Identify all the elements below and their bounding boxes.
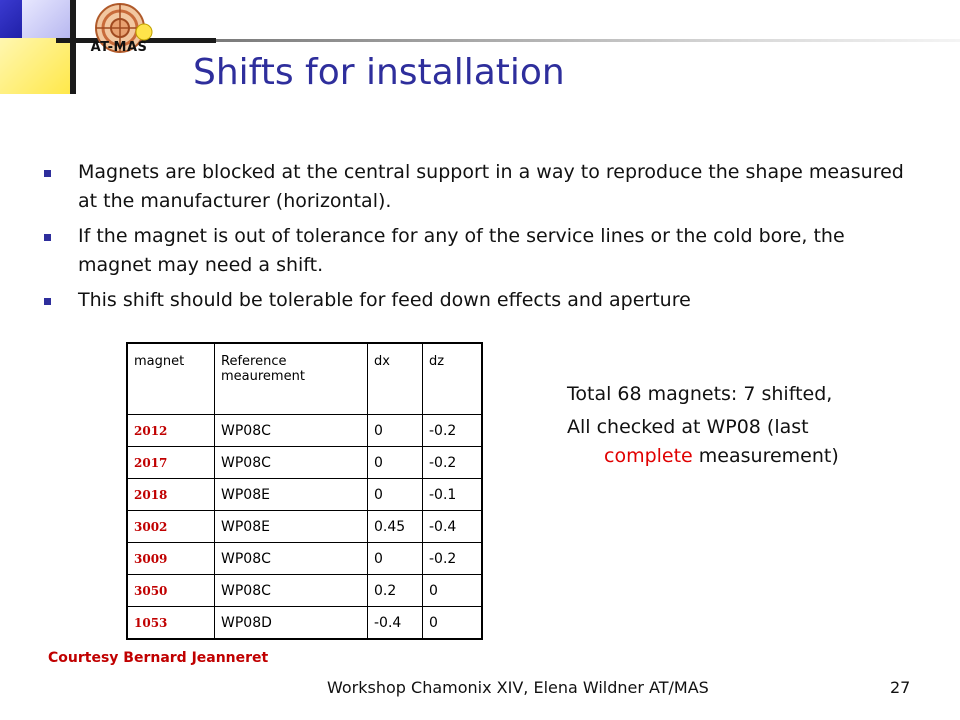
cell-reference: WP08C: [215, 447, 368, 479]
table-header-row: [127, 343, 482, 415]
header-cell-magnet: magnet: [127, 343, 215, 415]
slide-title: Shifts for installation: [193, 52, 565, 93]
decor-square-dark-blue: [0, 0, 22, 38]
cell-reference: WP08E: [215, 479, 368, 511]
bullet-item: [40, 286, 920, 315]
cell-reference: WP08C: [215, 575, 368, 607]
decor-title-rule: [216, 39, 960, 42]
decor-square-light-blue: [22, 0, 70, 38]
page-number: 27: [890, 678, 911, 697]
bullet-text: If the magnet is out of tolerance for any of the service lines or the cold bore, the magnet may need a shift.: [78, 225, 845, 276]
cell-dz: -0.2: [423, 415, 483, 447]
cell-dx: 0: [368, 479, 423, 511]
table-row: [127, 543, 482, 575]
table-row: [127, 575, 482, 607]
cell-dx: 0: [368, 543, 423, 575]
table-row: [127, 447, 482, 479]
cell-reference: WP08C: [215, 415, 368, 447]
header-cell-reference: Reference meaurement: [215, 343, 368, 415]
shift-table: [126, 342, 483, 640]
summary-line-rest: measurement): [692, 445, 839, 467]
cell-dx: 0.2: [368, 575, 423, 607]
cell-dz: -0.2: [423, 543, 483, 575]
logo-text: AT-MAS: [90, 40, 148, 55]
cell-magnet: 2017: [127, 447, 215, 479]
decor-square-yellow: [0, 38, 70, 94]
cell-dz: -0.4: [423, 511, 483, 543]
cell-dx: 0: [368, 447, 423, 479]
table-row: [127, 511, 482, 543]
header-cell-dz: dz: [423, 343, 483, 415]
bullet-square-icon: [44, 298, 51, 305]
cell-magnet: 3050: [127, 575, 215, 607]
summary-line-checked: All checked at WP08 (last: [567, 416, 809, 438]
summary-highlight-complete: complete: [604, 445, 693, 467]
cell-magnet: 2018: [127, 479, 215, 511]
cell-dz: -0.1: [423, 479, 483, 511]
bullet-text: This shift should be tolerable for feed down effects and aperture: [78, 289, 691, 311]
bullet-item: [40, 222, 920, 280]
bullet-text: Magnets are blocked at the central support in a way to reproduce the shape measured at the manufacturer (horizontal).: [78, 161, 904, 212]
cell-dz: 0: [423, 575, 483, 607]
summary-line-total: Total 68 magnets: 7 shifted,: [567, 383, 833, 405]
bullet-item: [40, 158, 920, 216]
table-row: [127, 415, 482, 447]
cell-dx: 0.45: [368, 511, 423, 543]
cell-dz: 0: [423, 607, 483, 640]
cell-magnet: 1053: [127, 607, 215, 640]
cell-magnet: 2012: [127, 415, 215, 447]
bullet-square-icon: [44, 234, 51, 241]
summary-note: [567, 380, 947, 471]
courtesy-credit: Courtesy Bernard Jeanneret: [48, 650, 269, 666]
cell-dx: 0: [368, 415, 423, 447]
cell-magnet: 3009: [127, 543, 215, 575]
cell-reference: WP08D: [215, 607, 368, 640]
bullet-list: [40, 158, 920, 321]
decor-vertical-bar: [70, 0, 76, 94]
cell-dx: -0.4: [368, 607, 423, 640]
header-cell-dx: dx: [368, 343, 423, 415]
bullet-square-icon: [44, 170, 51, 177]
summary-line-measurement: [604, 442, 947, 471]
cell-reference: WP08E: [215, 511, 368, 543]
cell-reference: WP08C: [215, 543, 368, 575]
table-row: [127, 607, 482, 640]
cell-dz: -0.2: [423, 447, 483, 479]
cell-magnet: 3002: [127, 511, 215, 543]
slide-footer: Workshop Chamonix XIV, Elena Wildner AT/MAS: [327, 678, 709, 697]
table-row: [127, 479, 482, 511]
